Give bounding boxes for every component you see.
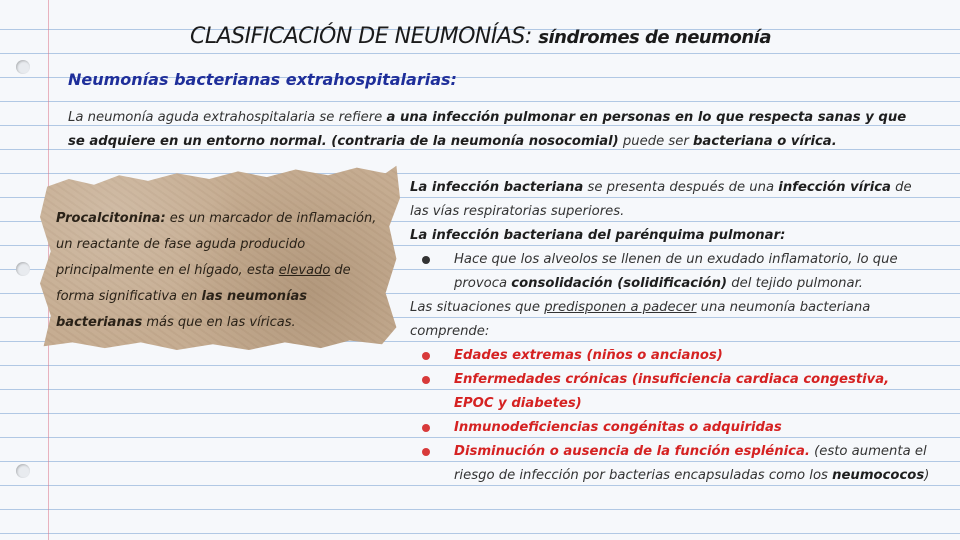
binder-hole [16,262,30,276]
info-paragraph-1: La infección bacteriana se presenta después de una infección vírica de las vías respiratorias superiores. [410,180,912,219]
risk-factor-list [410,344,930,488]
page-title [190,24,771,49]
risk-item: Edades extremas (niños o ancianos) [410,344,930,368]
binder-holes [16,0,32,540]
binder-hole [16,464,30,478]
title-sub: síndromes de neumonía [538,27,771,48]
list-item: Hace que los alveolos se llenen de un exudado inflamatorio, lo que provoca consolidación (solidificación) del tejido pulmonar. [410,248,930,296]
intro-paragraph: La neumonía aguda extrahospitalaria se refiere a una infección pulmonar en personas en lo que respecta sanas y que se adquiere en un entorno normal. (contraria de la neumonía nosocomial) puede ser bacteriana o vírica. [68,110,907,149]
parenchyma-list [410,248,930,296]
risk-item: Disminución o ausencia de la función esplénica. (esto aumenta el riesgo de infección por bacterias encapsuladas como los neumococos) [410,440,930,488]
risk-item: Inmunodeficiencias congénitas o adquiridas [410,416,930,440]
info-paragraph-3: Las situaciones que predisponen a padecer una neumonía bacteriana comprende: [410,300,871,339]
procalcitonin-note: Procalcitonina: es un marcador de inflamación, un reactante de fase aguda producido principalmente en el hígado, esta elevado de forma significativa en las neumonías bacterianas más que en las víricas. [56,211,377,330]
title-main: CLASIFICACIÓN DE NEUMONÍAS: [190,24,532,49]
section-heading: Neumonías bacterianas extrahospitalarias: [68,70,457,89]
risk-item: Enfermedades crónicas (insuficiencia cardiaca congestiva, EPOC y diabetes) [410,368,930,416]
info-heading-parenchyma: La infección bacteriana del parénquima pulmonar: [410,228,786,243]
bacterial-info [410,176,930,488]
binder-hole [16,60,30,74]
